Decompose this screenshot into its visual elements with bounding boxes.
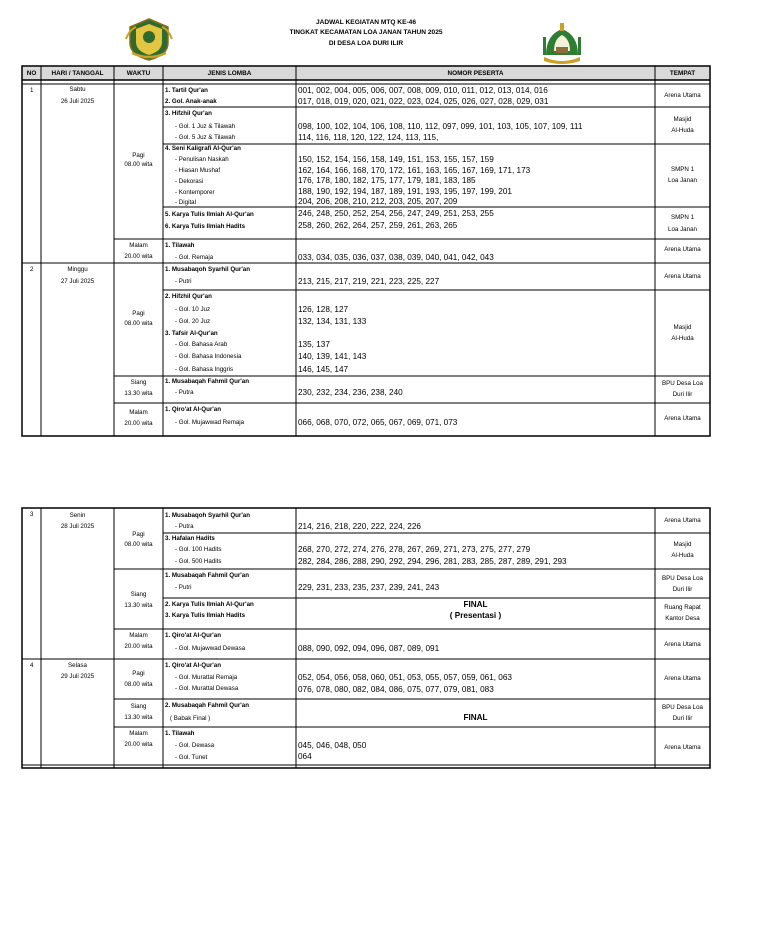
participant-numbers: 135, 137 (298, 340, 330, 349)
event-category: - Gol. 20 Juz (175, 318, 211, 325)
event-name: 2. Karya Tulis Ilmiah Al-Qur'an (165, 601, 254, 608)
venue: Masjid (673, 541, 692, 548)
row-number: 4 (30, 662, 34, 669)
event-name: 1. Tilawah (165, 730, 195, 737)
event-category: - Gol. Bahasa Indonesia (175, 353, 242, 360)
time-label: Siang (130, 591, 147, 598)
col-header-participants: NOMOR PESERTA (447, 70, 504, 77)
event-category: - Gol. Mujawwad Dewasa (175, 645, 246, 652)
event-category: - Dekorasi (175, 178, 204, 185)
participant-numbers: 017, 018, 019, 020, 021, 022, 023, 024, 025, 026, 027, 028, 029, 031 (298, 97, 549, 106)
participant-numbers: 001, 002, 004, 005, 006, 007, 008, 009, 010, 011, 012, 013, 014, 016 (298, 86, 548, 95)
time-label: Malam (129, 242, 148, 249)
event-category: - Putra (175, 523, 194, 530)
day-date: 28 Juli 2025 (60, 523, 95, 530)
venue: Duri Ilir (672, 391, 693, 398)
day-name: Senin (69, 512, 86, 519)
row-number: 1 (30, 87, 34, 94)
page-title-line2: TINGKAT KECAMATAN LOA JANAN TAHUN 2025 (289, 29, 443, 36)
event-category: - Gol. Bahasa Arab (175, 341, 228, 348)
final-label: FINAL (463, 600, 488, 609)
participant-numbers: 126, 128, 127 (298, 305, 349, 314)
col-header-event: JENIS LOMBA (207, 70, 252, 77)
venue: Ruang Rapat (664, 604, 701, 611)
participant-numbers: 033, 034, 035, 036, 037, 038, 039, 040, 041, 042, 043 (298, 253, 494, 262)
time-value: 20.00 wita (124, 253, 153, 260)
event-category: - Putri (175, 584, 192, 591)
event-category: - Gol. Remaja (175, 254, 214, 261)
participant-numbers: 213, 215, 217, 219, 221, 223, 225, 227 (298, 277, 440, 286)
time-value: 08.00 wita (124, 681, 153, 688)
participant-numbers: 140, 139, 141, 143 (298, 352, 367, 361)
participant-numbers: 064 (298, 752, 312, 761)
participant-numbers: 204, 206, 208, 210, 212, 203, 205, 207, 209 (298, 197, 458, 206)
event-name: 5. Karya Tulis Ilmiah Al-Qur'an (165, 211, 254, 218)
venue: Loa Janan (668, 177, 697, 184)
event-category: - Gol. 100 Hadits (175, 546, 222, 553)
time-label: Pagi (132, 531, 145, 538)
event-name: 3. Karya Tulis Ilmiah Hadits (165, 612, 246, 619)
venue: Arena Utama (664, 246, 701, 253)
participant-numbers: 230, 232, 234, 236, 238, 240 (298, 388, 403, 397)
event-category: - Kontemporer (175, 189, 215, 196)
time-value: 08.00 wita (124, 320, 153, 327)
final-note: ( Presentasi ) (449, 611, 502, 620)
day-name: Sabtu (69, 86, 86, 93)
event-name: 2. Hifzhil Qur'an (165, 293, 212, 300)
event-category: - Gol. Mujawwad Remaja (175, 419, 245, 426)
event-category: - Gol. Tunet (175, 754, 208, 761)
page-title-line1: JADWAL KEGIATAN MTQ KE-46 (315, 19, 416, 26)
time-value: 13.30 wita (124, 390, 153, 397)
participant-numbers: 150, 152, 154, 156, 158, 149, 151, 153, 155, 157, 159 (298, 155, 494, 164)
participant-numbers: 132, 134, 131, 133 (298, 317, 367, 326)
event-name: 1. Musabaqah Fahmil Qur'an (165, 378, 249, 385)
venue: BPU Desa Loa (662, 575, 703, 582)
participant-numbers: 076, 078, 080, 082, 084, 086, 075, 077, 079, 081, 083 (298, 685, 494, 694)
venue: SMPN 1 (670, 214, 695, 221)
venue: Arena Utama (664, 744, 701, 751)
event-name: 1. Musabaqoh Syarhil Qur'an (165, 512, 251, 519)
venue: Masjid (673, 324, 692, 331)
venue: Arena Utama (664, 92, 701, 99)
venue: Masjid (673, 116, 692, 123)
col-header-no: NO (26, 70, 37, 77)
event-name: 6. Karya Tulis Ilmiah Hadits (165, 223, 246, 230)
day-date: 29 Juli 2025 (60, 673, 95, 680)
participant-numbers: 162, 164, 166, 168, 170, 172, 161, 163, 165, 167, 169, 171, 173 (298, 166, 531, 175)
event-name: 1. Musabaqah Fahmil Qur'an (165, 572, 249, 579)
time-label: Malam (129, 409, 148, 416)
time-value: 08.00 wita (124, 161, 153, 168)
venue: Al-Huda (671, 127, 694, 134)
event-category: - Gol. Murattal Dewasa (175, 685, 239, 692)
participant-numbers: 045, 046, 048, 050 (298, 741, 367, 750)
participant-numbers: 066, 068, 070, 072, 065, 067, 069, 071, 073 (298, 418, 458, 427)
participant-numbers: 282, 284, 286, 288, 290, 292, 294, 296, 281, 283, 285, 287, 289, 291, 293 (298, 557, 567, 566)
event-category: - Hiasan Mushaf (175, 167, 221, 174)
venue: Arena Utama (664, 641, 701, 648)
event-name: 1. Tilawah (165, 242, 195, 249)
day-date: 27 Juli 2025 (60, 278, 95, 285)
event-category: - Gol. Murattal Remaja (175, 674, 238, 681)
event-category: - Gol. 5 Juz & Tilawah (175, 134, 236, 141)
time-value: 08.00 wita (124, 541, 153, 548)
participant-numbers: 214, 216, 218, 220, 222, 224, 226 (298, 522, 421, 531)
row-number: 2 (30, 266, 34, 273)
time-value: 20.00 wita (124, 741, 153, 748)
time-label: Pagi (132, 152, 145, 159)
event-category: - Gol. 500 Hadits (175, 558, 222, 565)
venue: Arena Utama (664, 273, 701, 280)
participant-numbers: 258, 260, 262, 264, 257, 259, 261, 263, 265 (298, 221, 458, 230)
event-name: 3. Tafsir Al-Qur'an (165, 330, 218, 337)
participant-numbers: 229, 231, 233, 235, 237, 239, 241, 243 (298, 583, 440, 592)
venue: Kantor Desa (665, 615, 700, 622)
venue: Duri Ilir (672, 715, 693, 722)
time-label: Malam (129, 730, 148, 737)
col-header-place: TEMPAT (669, 70, 696, 77)
event-name: 3. Hafalan Hadits (165, 535, 215, 542)
event-name: 1. Qiro'at Al-Qur'an (165, 632, 222, 639)
participant-numbers: 052, 054, 056, 058, 060, 051, 053, 055, 057, 059, 061, 063 (298, 673, 512, 682)
day-date: 26 Juli 2025 (60, 98, 95, 105)
event-name: 1. Tartil Qur'an (165, 87, 208, 94)
event-category: - Gol. Bahasa Inggris (175, 366, 234, 373)
participant-numbers: 246, 248, 250, 252, 254, 256, 247, 249, 251, 253, 255 (298, 209, 494, 218)
participant-numbers: 176, 178, 180, 182, 175, 177, 179, 181, 183, 185 (298, 176, 476, 185)
event-category: - Gol. 1 Juz & Tilawah (175, 123, 236, 130)
participant-numbers: 088, 090, 092, 094, 096, 087, 089, 091 (298, 644, 440, 653)
time-value: 13.30 wita (124, 602, 153, 609)
row-number: 3 (30, 511, 34, 518)
event-name: 2. Musabaqah Fahmil Qur'an (165, 702, 249, 709)
event-category: - Putra (175, 389, 194, 396)
venue: BPU Desa Loa (662, 704, 703, 711)
venue: Arena Utama (664, 517, 701, 524)
venue: Arena Utama (664, 415, 701, 422)
event-category: - Penulisan Naskah (175, 156, 229, 163)
venue: SMPN 1 (670, 166, 695, 173)
venue: Al-Huda (671, 552, 694, 559)
participant-numbers: 098, 100, 102, 104, 106, 108, 110, 112, 097, 099, 101, 103, 105, 107, 109, 111 (298, 122, 583, 131)
time-label: Pagi (132, 310, 145, 317)
venue: BPU Desa Loa (662, 380, 703, 387)
participant-numbers: 188, 190, 192, 194, 187, 189, 191, 193, 195, 197, 199, 201 (298, 187, 512, 196)
col-header-day: HARI / TANGGAL (51, 70, 104, 77)
participant-numbers: 146, 145, 147 (298, 365, 349, 374)
col-header-time: WAKTU (126, 70, 151, 77)
venue: Al-Huda (671, 335, 694, 342)
participant-numbers: 114, 116, 118, 120, 122, 124, 113, 115, (298, 133, 439, 142)
time-label: Pagi (132, 670, 145, 677)
event-name: 3. Hifzhil Qur'an (165, 110, 212, 117)
time-value: 20.00 wita (124, 420, 153, 427)
event-name: 2. Gol. Anak-anak (165, 98, 217, 105)
time-label: Siang (130, 379, 147, 386)
venue: Duri Ilir (672, 586, 693, 593)
event-category: - Gol. Dewasa (175, 742, 215, 749)
participant-numbers: 268, 270, 272, 274, 276, 278, 267, 269, 271, 273, 275, 277, 279 (298, 545, 531, 554)
time-label: Siang (130, 703, 147, 710)
time-value: 13.30 wita (124, 714, 153, 721)
venue: Loa Janan (668, 226, 697, 233)
time-value: 20.00 wita (124, 643, 153, 650)
event-category: - Digital (175, 199, 196, 206)
event-category: ( Babak Final ) (170, 715, 211, 722)
page-title-line3: DI DESA LOA DURI ILIR (328, 40, 404, 47)
event-category: - Putri (175, 278, 192, 285)
day-name: Minggu (67, 266, 88, 273)
time-label: Malam (129, 632, 148, 639)
event-category: - Gol. 10 Juz (175, 306, 211, 313)
event-name: 1. Musabaqoh Syarhil Qur'an (165, 266, 251, 273)
event-name: 1. Qiro'at Al-Qur'an (165, 406, 222, 413)
day-name: Selasa (68, 662, 87, 669)
event-name: 4. Seni Kaligrafi Al-Qur'an (165, 145, 241, 152)
final-label: FINAL (463, 713, 488, 722)
venue: Arena Utama (664, 675, 701, 682)
event-name: 1. Qiro'at Al-Qur'an (165, 662, 222, 669)
